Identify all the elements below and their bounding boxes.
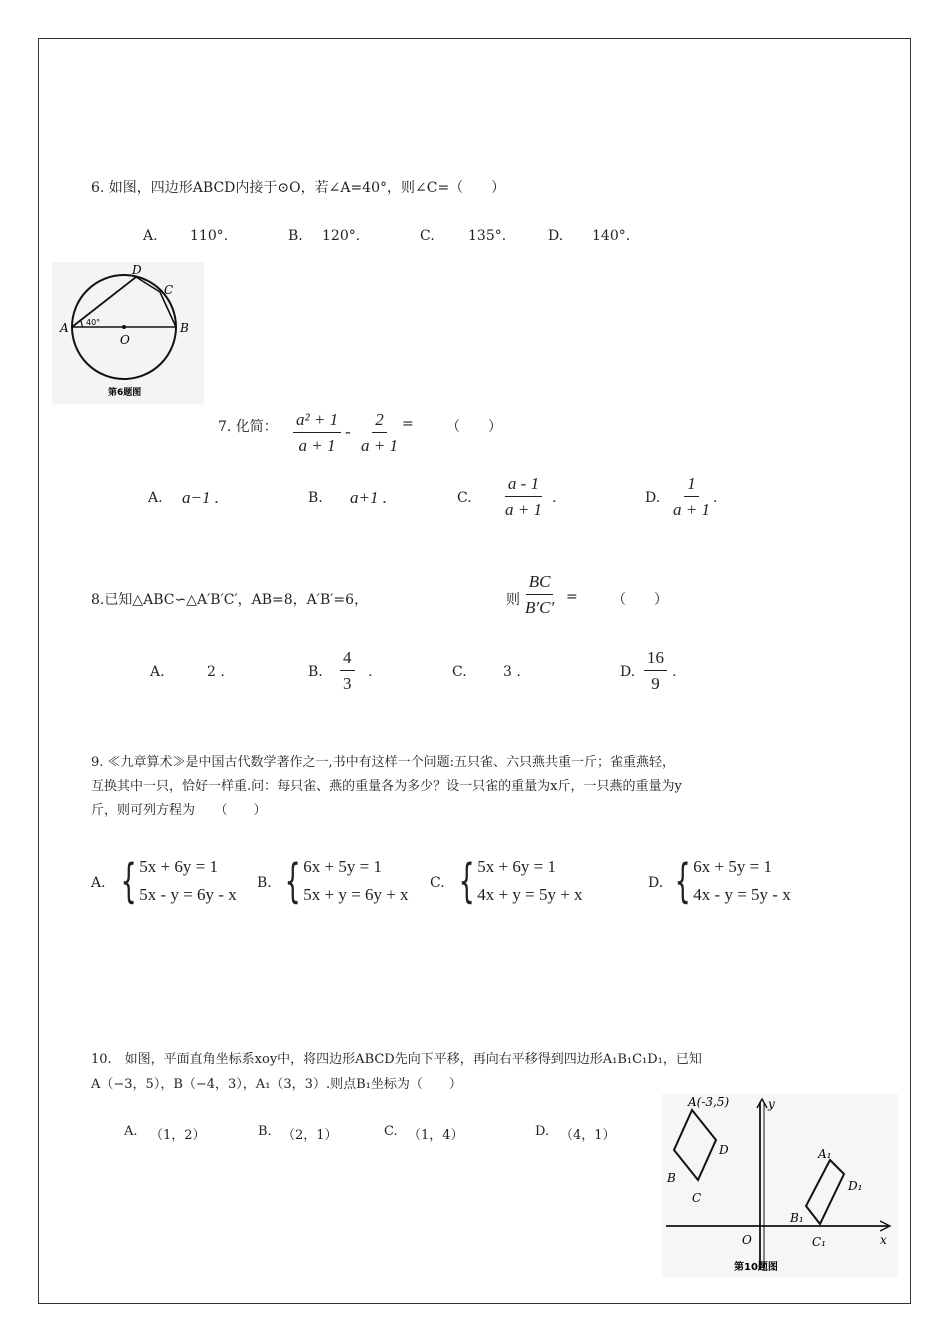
q10-label-d: D <box>719 1143 729 1157</box>
q10-label-a1: A₁ <box>818 1147 832 1161</box>
q6-option-b-label: B. <box>288 228 303 244</box>
q9-option-d-brace: { <box>674 854 691 908</box>
q7-frac1-denominator: a + 1 <box>298 436 336 455</box>
q9-option-d-system <box>668 853 791 909</box>
q10-label-y: y <box>768 1097 775 1111</box>
q7-option-b-label: B. <box>308 490 323 506</box>
q8-frac-denominator: B′C′ <box>525 598 555 617</box>
q6-option-c-value: 135°. <box>468 228 507 244</box>
q6-option-d-label: D. <box>548 228 564 244</box>
q7-option-b-value: a+1 . <box>350 488 387 507</box>
q8-option-d-label: D. <box>620 664 636 680</box>
q10-option-b-value: （2，1） <box>282 1128 338 1143</box>
q8-frac-numerator: BC <box>526 572 554 595</box>
q8-stem: 8.已知△ABC∽△A′B′C′，AB=8，A′B′=6， <box>91 592 369 608</box>
q7-option-c-fraction <box>502 474 545 520</box>
q7-option-a-label: A. <box>148 490 163 506</box>
q10-option-a-value: （1，2） <box>150 1128 206 1143</box>
q7-option-d-tail: . <box>713 490 718 506</box>
q7-option-a-value: a−1 . <box>182 488 219 507</box>
q8-option-b-numerator: 4 <box>340 648 355 671</box>
q8-option-d-tail: . <box>672 664 677 680</box>
q9-option-a-label: A. <box>91 875 106 891</box>
q8-option-c-value: 3 . <box>503 664 521 680</box>
q6-angle-label: 40° <box>86 318 101 327</box>
q6-option-a-label: A. <box>143 228 158 244</box>
q9-option-c-brace: { <box>458 854 475 908</box>
q7-frac1-numerator: a² + 1 <box>293 410 341 433</box>
q7-equals: = <box>402 416 414 432</box>
q8-option-d-denominator: 9 <box>651 674 660 693</box>
q7-frac2-numerator: 2 <box>372 410 387 433</box>
q9-option-a-eq2: 5x - y = 6y - x <box>139 885 237 904</box>
q6-stem: 6. 如图，四边形ABCD内接于⊙O，若∠A=40°，则∠C=（ ） <box>91 180 506 196</box>
q10-label-a: A(-3,5) <box>688 1095 730 1109</box>
q7-option-d-fraction <box>670 474 713 520</box>
q6-option-a-value: 110°. <box>190 228 229 244</box>
q7-option-d-numerator: 1 <box>684 474 699 497</box>
q10-option-d-value: （4，1） <box>560 1128 616 1143</box>
q8-option-d-fraction <box>644 648 667 694</box>
q9-line-3: 斤，则可列方程为 （ ） <box>91 803 267 818</box>
q10-option-d-label: D. <box>535 1124 550 1139</box>
q9-option-a-brace: { <box>120 854 137 908</box>
q7-option-d-denominator: a + 1 <box>673 500 710 519</box>
q6-option-d-value: 140°. <box>592 228 631 244</box>
q8-fraction <box>522 572 557 618</box>
q10-label-b: B <box>667 1171 676 1185</box>
q8-option-d-numerator: 16 <box>644 648 667 671</box>
q6-point-c: C <box>164 283 174 297</box>
q9-option-d-label: D. <box>648 875 664 891</box>
q7-option-c-tail: . <box>552 490 557 506</box>
q10-option-b-label: B. <box>258 1124 272 1139</box>
q9-option-b-label: B. <box>257 875 272 891</box>
q9-option-c-system <box>452 853 583 909</box>
q10-option-c-label: C. <box>384 1124 398 1139</box>
q6-point-a: A <box>60 321 69 335</box>
q8-blank: （ ） <box>612 592 668 608</box>
q9-option-b-brace: { <box>284 854 301 908</box>
q6-point-b: B <box>180 321 189 335</box>
q6-figure-caption: 第6题图 <box>108 388 142 398</box>
q10-label-d1: D₁ <box>848 1179 863 1193</box>
q8-then: 则 <box>506 592 520 608</box>
q7-prefix: 7. 化简： <box>218 419 278 435</box>
q10-line-2: A（−3，5），B（−4，3），A₁（3，3）.则点B₁坐标为（ ） <box>91 1077 462 1092</box>
q9-option-b-eq2: 5x + y = 6y + x <box>303 885 409 904</box>
q9-option-c-eq1: 5x + 6y = 1 <box>477 857 556 876</box>
q9-line-1: 9. ≪九章算术≫是中国古代数学著作之一,书中有这样一个问题:五只雀、六只燕共重一斤；雀重燕轻， <box>91 755 676 770</box>
q8-option-a-value: 2 . <box>207 664 225 680</box>
q7-option-c-denominator: a + 1 <box>505 500 542 519</box>
q7-fraction-1 <box>293 410 341 456</box>
q10-label-x: x <box>880 1233 887 1247</box>
q10-figure-caption: 第10题图 <box>734 1262 778 1273</box>
q9-option-d-eq2: 4x - y = 5y - x <box>693 885 791 904</box>
q9-option-a-eq1: 5x + 6y = 1 <box>139 857 218 876</box>
q7-option-d-label: D. <box>645 490 661 506</box>
q6-point-o: O <box>120 333 130 347</box>
q9-option-d-eq1: 6x + 5y = 1 <box>693 857 772 876</box>
q10-line-1: 10. 如图，平面直角坐标系xoy中，将四边形ABCD先向下平移，再向右平移得到四边形A₁B₁C₁D₁，已知 <box>91 1052 702 1067</box>
q6-point-d: D <box>132 263 142 277</box>
q7-minus: - <box>345 422 351 441</box>
q7-frac2-denominator: a + 1 <box>361 436 398 455</box>
q10-coordinate-figure <box>662 1094 898 1278</box>
q8-option-b-denominator: 3 <box>343 674 352 693</box>
q10-label-c: C <box>692 1191 702 1205</box>
q9-option-a-system <box>114 853 237 909</box>
q8-option-a-label: A. <box>150 664 165 680</box>
q10-label-b1: B₁ <box>790 1211 804 1225</box>
q6-circle-figure <box>52 262 204 404</box>
q8-option-b-tail: . <box>368 664 373 680</box>
q8-option-b-label: B. <box>308 664 323 680</box>
q10-label-c1: C₁ <box>812 1235 826 1249</box>
q8-equals: = <box>566 589 578 605</box>
q7-option-c-numerator: a - 1 <box>505 474 542 497</box>
q7-option-c-label: C. <box>457 490 472 506</box>
q7-fraction-2 <box>358 410 401 456</box>
q6-option-c-label: C. <box>420 228 435 244</box>
q9-option-b-eq1: 6x + 5y = 1 <box>303 857 382 876</box>
q9-line-2: 互换其中一只，恰好一样重.问：每只雀、燕的重量各为多少？设一只雀的重量为x斤，一只燕的重量为y <box>91 779 682 794</box>
q10-option-c-value: （1，4） <box>408 1128 464 1143</box>
q9-option-b-system <box>278 853 409 909</box>
q9-option-c-eq2: 4x + y = 5y + x <box>477 885 583 904</box>
q7-blank: （ ） <box>446 419 502 435</box>
q10-label-o: O <box>742 1233 752 1247</box>
q8-option-b-fraction <box>340 648 355 694</box>
q9-option-c-label: C. <box>430 875 445 891</box>
q10-option-a-label: A. <box>124 1124 138 1139</box>
q6-option-b-value: 120°. <box>322 228 361 244</box>
q8-option-c-label: C. <box>452 664 467 680</box>
